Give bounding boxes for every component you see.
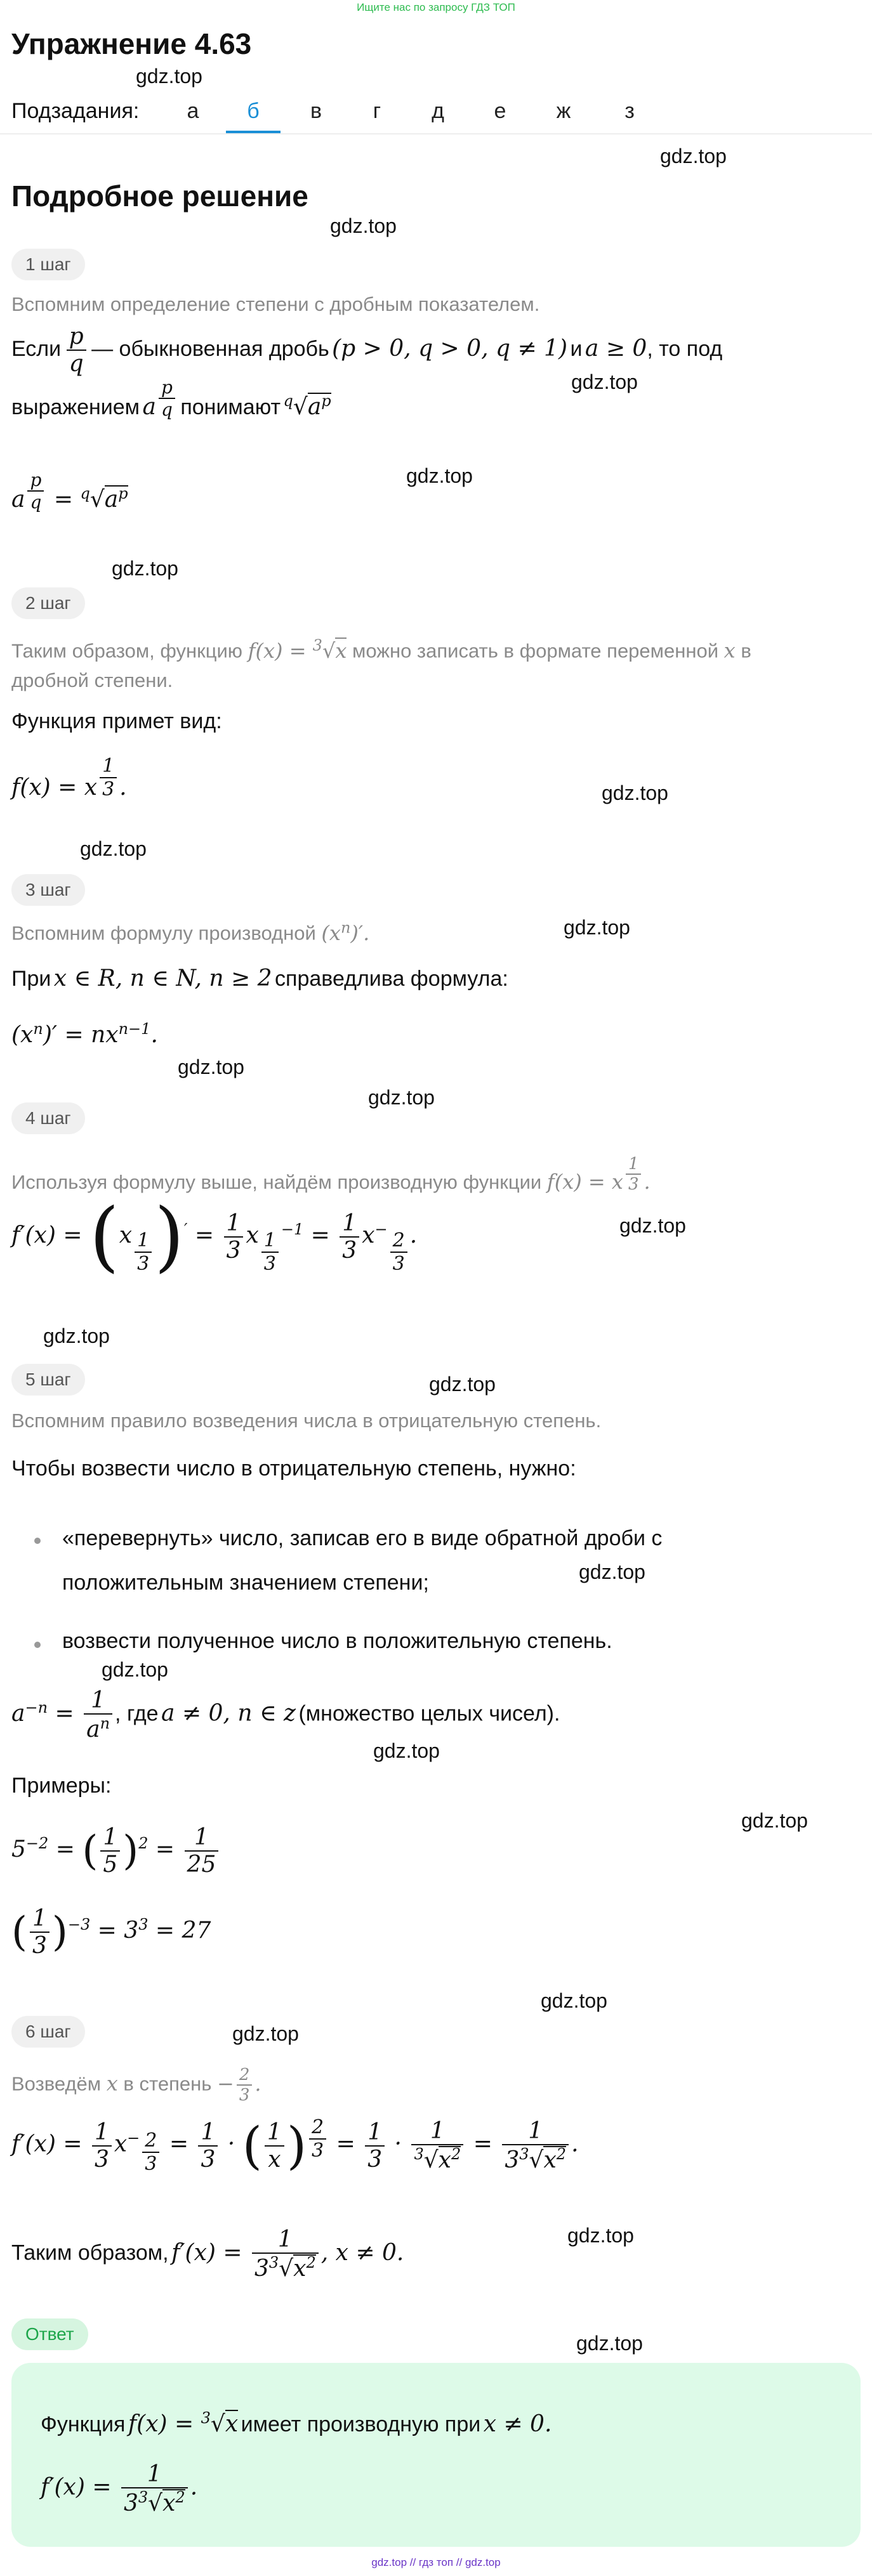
step-hint: Используя формулу выше, найдём производную функции f(x) = x $\frac{1}{3}$ . bbox=[11, 1154, 651, 1194]
subtask-tab-z[interactable]: з bbox=[624, 99, 635, 123]
step3-text: При x ∈ R, n ∈ N, n ≥ 2 справедлива формула: bbox=[11, 965, 508, 991]
solution-title: Подробное решение bbox=[11, 180, 308, 212]
step-hint: Вспомним определение степени с дробным показателем. bbox=[11, 293, 540, 315]
step-pill: 4 шаг bbox=[11, 1102, 85, 1134]
bullet-dot bbox=[34, 1642, 41, 1648]
bullet-item: возвести полученное число в положительную степень. bbox=[62, 1629, 612, 1653]
step3-formula: $(x^n)' = nx^{n-1}$. bbox=[11, 1020, 158, 1048]
watermark: gdz.top bbox=[567, 2224, 634, 2247]
step5-text: Чтобы возвести число в отрицательную степень, нужно: bbox=[11, 1456, 576, 1481]
step-pill: 6 шаг bbox=[11, 2016, 85, 2048]
page-title: Упражнение 4.63 bbox=[11, 27, 252, 60]
watermark: gdz.top bbox=[368, 1086, 435, 1109]
answer-text: Функция f(x) = $^3$√x имеет производную при x ≠ 0. bbox=[41, 2409, 552, 2437]
bullet-item: положительным значением степени; bbox=[62, 1571, 429, 1595]
watermark: gdz.top bbox=[741, 1809, 808, 1832]
answer-formula: f′(x) = $\frac{1}{3^3√x^2}$ . bbox=[41, 2461, 198, 2516]
top-banner[interactable]: Ищите нас по запросу ГДЗ ТОП bbox=[357, 1, 515, 13]
bullet-dot bbox=[34, 1538, 41, 1544]
watermark: gdz.top bbox=[541, 1989, 607, 2012]
footer-links[interactable]: gdz.top // гдз топ // gdz.top bbox=[371, 2556, 501, 2568]
watermark: gdz.top bbox=[112, 557, 178, 580]
step1-formula: a $\frac{p}{q}$ = $^q√a^p$ bbox=[11, 469, 128, 513]
example-1: $5^{-2}$ = ( $\frac{1}{5}$ )$^2$ = $\frac{1}{25}$ bbox=[11, 1824, 221, 1878]
step-pill: 3 шаг bbox=[11, 874, 85, 906]
step-pill: 1 шаг bbox=[11, 249, 85, 280]
step4-formula: f′(x) = (x $\frac{1}{3}$ )′ = $\frac{1}{3}$ x $\frac{1}{3}$ $^{-1}$ = $\frac{1}{3}$ x− $\frac{2}{3}$ . bbox=[11, 1193, 418, 1281]
watermark: gdz.top bbox=[80, 837, 147, 860]
step-hint: Вспомним правило возведения числа в отрицательную степень. bbox=[11, 1409, 602, 1432]
step-pill: 2 шаг bbox=[11, 587, 85, 619]
subtask-tab-b[interactable]: б bbox=[247, 99, 260, 123]
watermark: gdz.top bbox=[564, 916, 630, 939]
watermark: gdz.top bbox=[178, 1056, 244, 1078]
subtask-tab-v[interactable]: в bbox=[310, 99, 322, 123]
step1-line1: Если $\frac{p}{q}$ — обыкновенная дробь (p > 0, q > 0, q ≠ 1) и a ≥ 0, то под bbox=[11, 324, 723, 377]
step-hint: Таким образом, функцию f(x) = $^3$√x можно записать в формате переменной x в дробной степени. bbox=[11, 636, 751, 691]
watermark: gdz.top bbox=[43, 1324, 110, 1347]
step5-rule: $a^{-n}$ = $\frac{1}{a^n}$ , где a ≠ 0, n ∈ z (множество целых чисел). bbox=[11, 1687, 560, 1742]
step-hint: Вспомним формулу производной $(x^n)'$. bbox=[11, 919, 370, 945]
watermark: gdz.top bbox=[232, 2022, 299, 2045]
watermark: gdz.top bbox=[579, 1560, 645, 1583]
step6-conclusion: Таким образом, f′(x) = $\frac{1}{3^3√x^2}$ , x ≠ 0. bbox=[11, 2226, 404, 2282]
watermark: gdz.top bbox=[136, 65, 202, 88]
subtask-tab-d[interactable]: д bbox=[432, 99, 444, 123]
watermark: gdz.top bbox=[102, 1658, 168, 1681]
subtask-tab-g[interactable]: г bbox=[373, 99, 381, 123]
answer-label: Ответ bbox=[11, 2318, 88, 2350]
subtask-tab-zh[interactable]: ж bbox=[556, 99, 571, 123]
step2-formula: f(x) = x $\frac{1}{3}$ . bbox=[11, 755, 127, 801]
examples-label: Примеры: bbox=[11, 1774, 112, 1798]
step-hint: Возведём x в степень − $\frac{2}{3}$ . bbox=[11, 2065, 261, 2105]
watermark: gdz.top bbox=[602, 781, 668, 804]
answer-box bbox=[11, 2363, 861, 2547]
step1-line2: выражением a $\frac{p}{q}$ понимают $^q√a^p$ bbox=[11, 377, 331, 420]
step-pill: 5 шаг bbox=[11, 1364, 85, 1396]
watermark: gdz.top bbox=[330, 214, 397, 237]
step6-formula: f′(x) = $\frac{1}{3}$ x− $\frac{2}{3}$ = $\frac{1}{3}$ · ( $\frac{1}{x}$ ) $\frac{2}{3}$ = $\frac{1}{3}$ · $\frac{1}{^3√x^2}$ = $\frac{1}{3^3√x^2}$ . bbox=[11, 2116, 579, 2175]
watermark: gdz.top bbox=[660, 145, 727, 167]
step2-text: Функция примет вид: bbox=[11, 709, 222, 733]
watermark: gdz.top bbox=[373, 1739, 440, 1762]
watermark: gdz.top bbox=[571, 370, 638, 393]
tabs-divider bbox=[0, 133, 872, 134]
watermark: gdz.top bbox=[619, 1214, 686, 1237]
watermark: gdz.top bbox=[406, 464, 473, 487]
bullet-item: «перевернуть» число, записав его в виде обратной дроби с bbox=[62, 1526, 663, 1550]
watermark: gdz.top bbox=[576, 2332, 643, 2355]
subtask-tab-e[interactable]: е bbox=[494, 99, 506, 123]
subtask-tab-a[interactable]: а bbox=[187, 99, 199, 123]
subtasks-label: Подзадания: bbox=[11, 99, 140, 123]
watermark: gdz.top bbox=[429, 1373, 496, 1396]
example-2: ( $\frac{1}{3}$ )$^{-3} = 3^3 = 27$ bbox=[11, 1906, 211, 1959]
